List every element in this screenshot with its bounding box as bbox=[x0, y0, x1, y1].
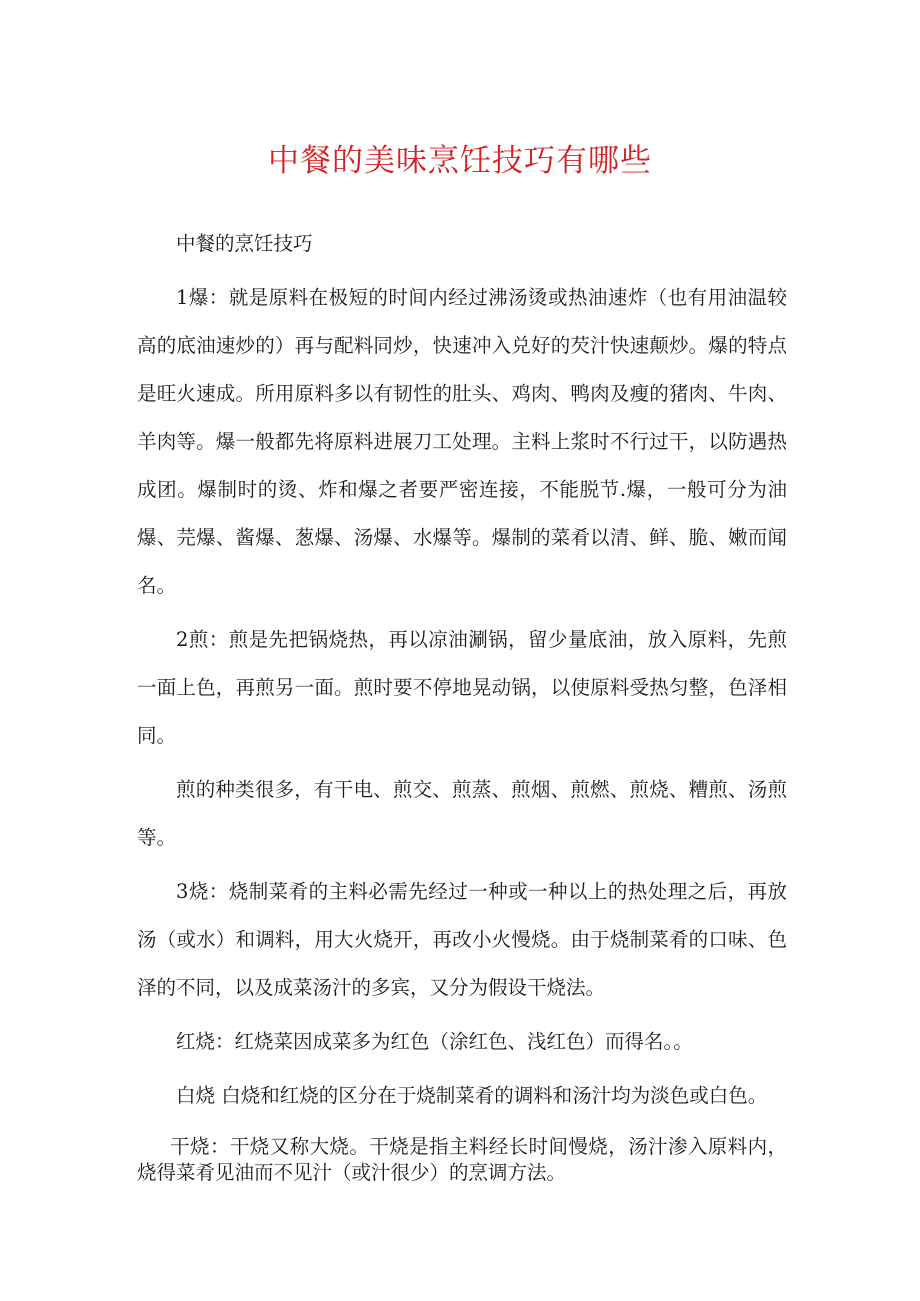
paragraph-bao: 1爆：就是原料在极短的时间内经过沸汤烫或热油速炸（也有用油温较高的底油速炒的）再与配料同炒，快速冲入兑好的芡汁快速颠炒。爆的特点是旺火速成。所用原料多以有韧性的肚头、鸡肉、鸭肉及瘦的猪肉、牛肉、羊肉等。爆一般都先将原料进展刀工处理。主料上浆时不行过干，以防遇热成团。爆制时的烫、炸和爆之者要严密连接，不能脱节.爆，一般可分为油爆、芫爆、酱爆、葱爆、汤爆、水爆等。爆制的菜肴以清、鲜、脆、嫩而闻名。 bbox=[137, 286, 787, 597]
paragraph-shao: 3烧：烧制菜肴的主料必需先经过一种或一种以上的热处理之后，再放汤（或水）和调料，用大火烧开，再改小火慢烧。由于烧制菜肴的口味、色泽的不同，以及成菜汤汁的多宾，又分为假设干烧法。 bbox=[137, 880, 787, 999]
paragraph-baishao: 白烧 白烧和红烧的区分在于烧制菜肴的调料和汤汁均为淡色或白色。 bbox=[176, 1084, 768, 1107]
paragraph-jian-types: 煎的种类很多，有干电、煎交、煎蒸、煎烟、煎燃、煎烧、糟煎、汤煎等。 bbox=[137, 778, 787, 849]
paragraph-hongshao: 红烧：红烧菜因成菜多为红色（涂红色、浅红色）而得名。。 bbox=[176, 1030, 693, 1053]
document-body bbox=[137, 220, 787, 1192]
paragraph-heading: 中餐的烹饪技巧 bbox=[176, 232, 313, 255]
paragraph-jian: 2煎：煎是先把锅烧热，再以凉油涮锅，留少量底油，放入原料，先煎一面上色，再煎另一面。煎时要不停地晃动锅，以使原料受热匀整，色泽相同。 bbox=[137, 628, 787, 747]
paragraph-ganshao: 干烧：干烧又称大烧。干烧是指主料经长时间慢烧，汤汁渗入原料内，烧得菜肴见油而不见汁（或汁很少）的烹调方法。 bbox=[137, 1135, 787, 1184]
document-title: 中餐的美味烹饪技巧有哪些 bbox=[268, 143, 652, 179]
